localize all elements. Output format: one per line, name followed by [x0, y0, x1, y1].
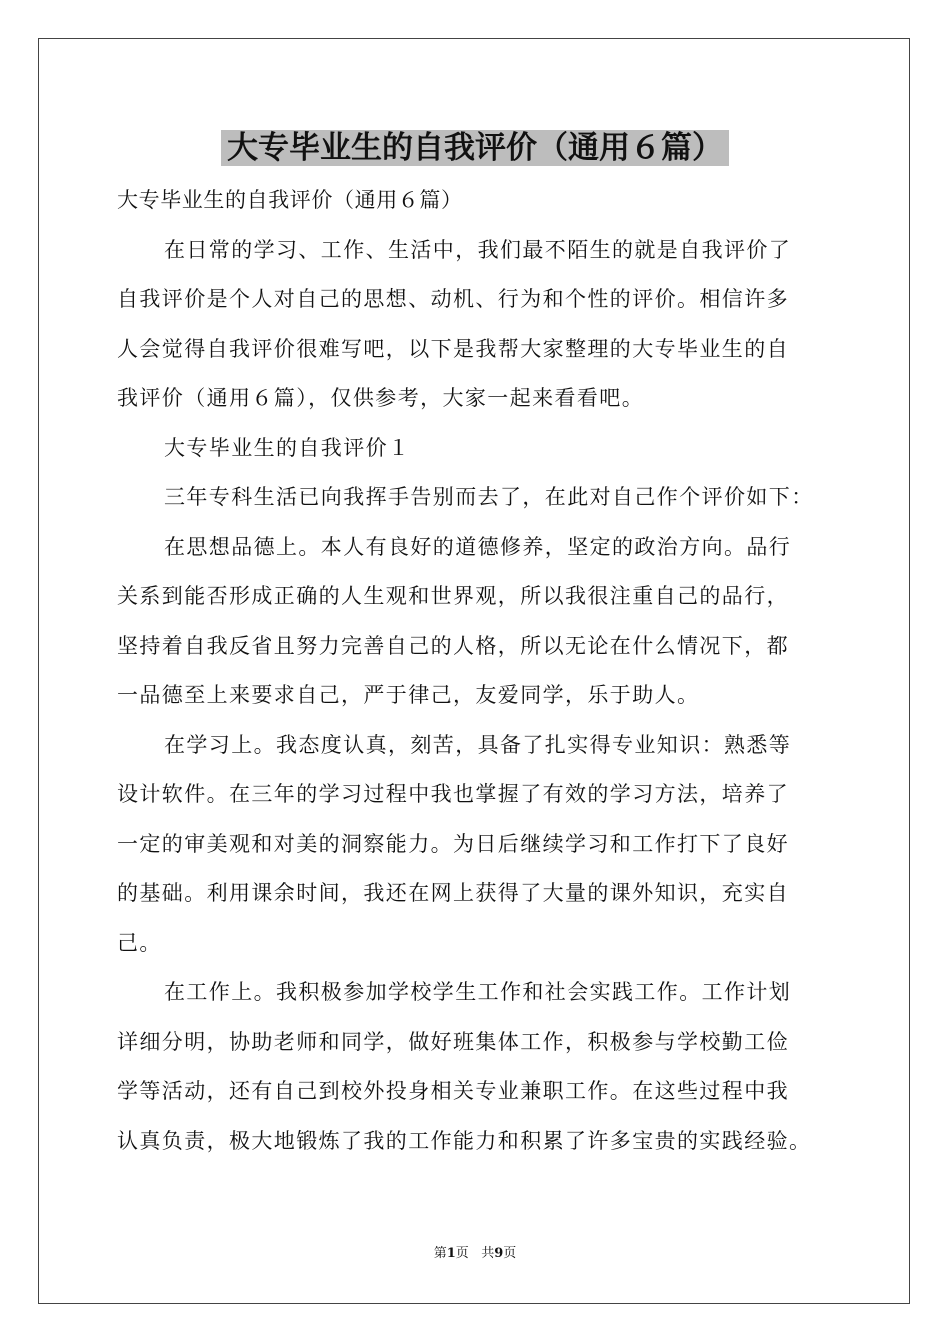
text-line: 在工作上。我积极参加学校学生工作和社会实践工作。工作计划 — [164, 980, 792, 1004]
text-line: 坚持着自我反省且努力完善自己的人格，所以无论在什么情况下，都 — [117, 633, 789, 658]
text-line: 我评价（通用６篇），仅供参考，大家一起来看看吧。 — [117, 386, 645, 410]
text-line: 设计软件。在三年的学习过程中我也掌握了有效的学习方法，培养了 — [117, 782, 789, 806]
text-line: 详细分明，协助老师和同学，做好班集体工作，积极参与学校勤工俭 — [117, 1029, 789, 1054]
text-line: 大专毕业生的自我评价（通用６篇） — [117, 188, 463, 212]
text-line: 在思想品德上。本人有良好的道德修养，坚定的政治方向。品行 — [164, 534, 792, 559]
document-body — [117, 176, 852, 1166]
document-title — [0, 126, 950, 170]
total-label-prefix: 共 — [481, 1246, 495, 1261]
page-label-suffix: 页 — [455, 1246, 469, 1261]
text-line: 一定的审美观和对美的洞察能力。为日后继续学习和工作打下了良好 — [117, 831, 789, 856]
text-line: 的基础。利用课余时间，我还在网上获得了大量的课外知识，充实自 — [117, 881, 789, 905]
text-line: 己。 — [117, 930, 162, 955]
text-line: 认真负责，极大地锻炼了我的工作能力和积累了许多宝贵的实践经验。 — [117, 1128, 812, 1153]
text-line: 在日常的学习、工作、生活中，我们最不陌生的就是自我评价了 — [164, 237, 792, 262]
page-label-prefix: 第 — [433, 1246, 447, 1261]
text-line: 一品德至上来要求自己，严于律己，友爱同学，乐于助人。 — [117, 683, 700, 707]
page-footer — [0, 1244, 950, 1264]
text-line: 关系到能否形成正确的人生观和世界观，所以我很注重自己的品行， — [117, 584, 789, 608]
text-line: 自我评价是个人对自己的思想、动机、行为和个性的评价。相信许多 — [117, 287, 789, 311]
text-line: 在学习上。我态度认真，刻苦，具备了扎实得专业知识：熟悉等 — [164, 732, 792, 757]
text-line: 学等活动，还有自己到校外投身相关专业兼职工作。在这些过程中我 — [117, 1079, 789, 1103]
text-line: 大专毕业生的自我评价１ — [164, 435, 411, 460]
document-title-text: 大专毕业生的自我评价（通用６篇） — [221, 130, 729, 166]
text-line: 三年专科生活已向我挥手告别而去了，在此对自己作个评价如下： — [164, 485, 814, 509]
total-page-number: 9 — [494, 1246, 504, 1261]
text-line: 人会觉得自我评价很难写吧，以下是我帮大家整理的大专毕业生的自 — [117, 336, 789, 361]
current-page-number: 1 — [446, 1246, 456, 1261]
total-label-suffix: 页 — [503, 1246, 517, 1261]
